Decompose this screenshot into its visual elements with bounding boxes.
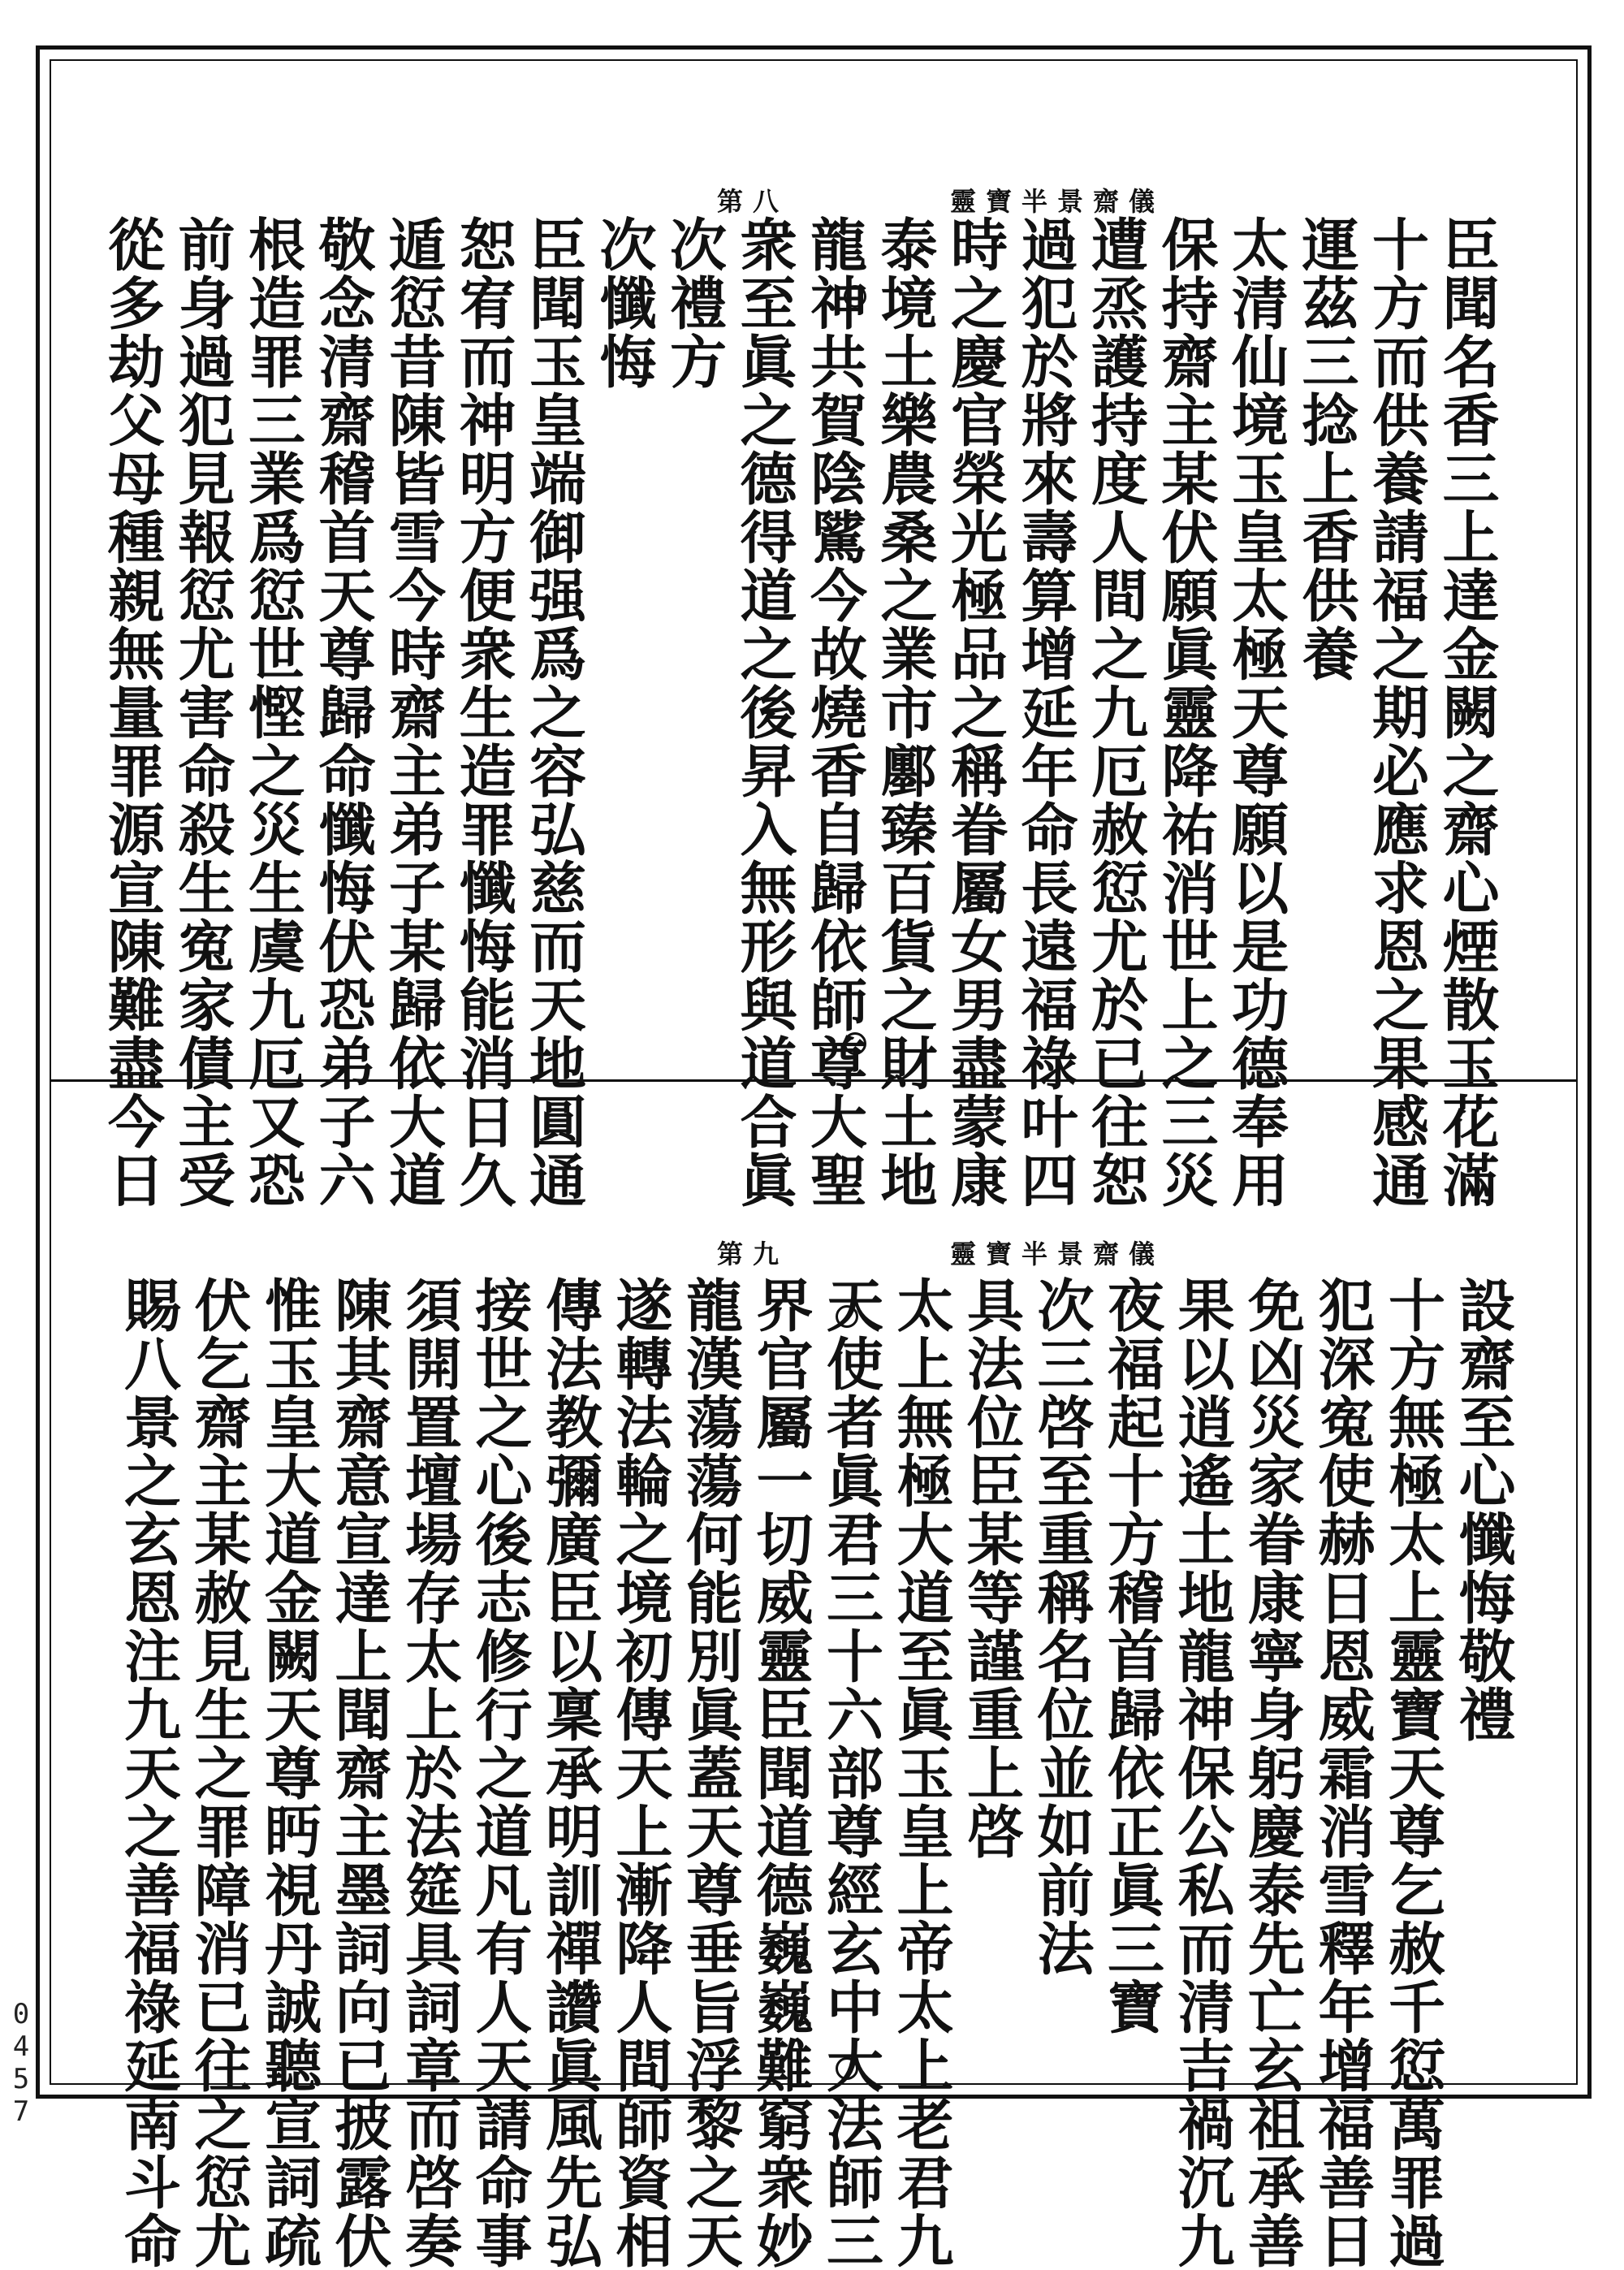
text-column: 遁愆昔陳皆雪今時齋主弟子某歸依大道 <box>379 215 447 1209</box>
text-column: 具法位臣某等謹重上啓 <box>957 1276 1026 1861</box>
circle-mark <box>844 285 866 308</box>
text-column: 須開置壇場存太上於法筵具詞章而啓奏 <box>395 1276 464 2270</box>
text-column: 臣聞玉皇端御强爲之容弘慈而天地圓通 <box>520 215 588 1209</box>
bottom-text-columns <box>51 1081 1576 2270</box>
text-column: 賜八景之玄恩注九天之善福祿延南斗命 <box>114 1276 183 2270</box>
page-number: 0457 <box>5 1998 37 2128</box>
text-column: 界官屬一切威靈臣聞道德巍巍難窮衆妙 <box>747 1276 814 2270</box>
text-column: 次懺悔 <box>590 215 658 391</box>
text-column: 恕宥而神明方便衆生造罪懺悔能消日久 <box>450 215 517 1209</box>
text-column: 夜福起十方稽首歸依正眞三寶 <box>1098 1276 1166 2036</box>
text-column: 遂轉法輪之境初傳天上漸降人間師資相 <box>607 1276 674 2270</box>
text-column: 接世之心後志修行之道凡有人天請命事 <box>466 1276 533 2270</box>
bottom-page <box>51 1081 1576 2270</box>
bottom-header-page-label: 第九 <box>717 1239 789 1269</box>
text-column: 免凶災家眷康寧身躬慶泰先亡玄祖承善 <box>1238 1276 1307 2270</box>
text-column: 前身過犯見報愆尤害命殺生寃家債主受 <box>169 215 236 1209</box>
text-column: 天使者眞君三十六部尊經玄中大法師三 <box>817 1276 885 2270</box>
text-column: 龍神共賀陰騭今故燒香自歸依師尊大聖 <box>801 215 869 1209</box>
circle-mark <box>844 1032 866 1055</box>
top-page <box>51 61 1576 1209</box>
text-column: 惟玉皇大道金闕天尊眄視丹誠聽宣詞疏 <box>255 1276 323 2270</box>
text-column: 設齋至心懺悔敬禮 <box>1449 1276 1517 1744</box>
text-column: 從多劫父母種親無量罪源宣陳難盡今日 <box>98 215 166 1209</box>
page-frame <box>36 45 1592 2270</box>
text-column: 敬念清齋稽首天尊歸命懺悔伏恐弟子六 <box>309 215 377 1209</box>
top-header-title: 靈寶半景齋儀 <box>949 186 1164 217</box>
text-column: 根造罪三業爲愆世慳之災生虞九厄又恐 <box>239 215 307 1209</box>
text-column: 次禮方 <box>660 215 728 391</box>
top-text-columns <box>51 61 1576 1209</box>
text-column: 傳法教彌廣臣以稟承明訓禪讚眞風先弘 <box>536 1276 604 2270</box>
top-header-page-label: 第八 <box>717 186 789 217</box>
circle-mark <box>836 2057 858 2080</box>
circle-mark <box>836 1305 858 1328</box>
text-column: 果以逍遙土地龍神保公私而清吉禍沉九 <box>1168 1276 1236 2270</box>
text-column: 衆至眞之德得道之後昇入無形與道合眞 <box>731 215 798 1209</box>
text-column: 過犯於將來壽算增延年命長遠福祿叶四 <box>1012 215 1079 1209</box>
text-column: 時之慶官榮光極品之稱眷屬女男盡蒙康 <box>941 215 1009 1209</box>
text-column: 保持齋主某伏願眞靈降祐消世上之三災 <box>1152 215 1220 1209</box>
text-column: 臣聞名香三上達金闕之齋心煙散玉花滿 <box>1433 215 1501 1209</box>
text-column: 十方無極太上靈寶天尊乞赦千愆萬罪過 <box>1379 1276 1447 2270</box>
text-column: 泰境土樂農桑之業市鄽臻百貨之財土地 <box>871 215 939 1209</box>
text-column: 運茲三捻上香供養 <box>1293 215 1360 683</box>
text-column: 次三啓至重稱名位並如前法 <box>1028 1276 1095 1978</box>
text-column: 十方而供養請福之期必應求恩之果感通 <box>1363 215 1431 1209</box>
text-column: 伏乞齋主某赦見生之罪障消已往之愆尤 <box>185 1276 253 2270</box>
text-column: 太清仙境玉皇太極天尊願以是功德奉用 <box>1222 215 1290 1209</box>
text-column: 犯深寃使赫日恩威霜消雪釋年增福善日 <box>1309 1276 1376 2270</box>
text-column: 太上無極大道至眞玉皇上帝太上老君九 <box>888 1276 955 2270</box>
bottom-header-title: 靈寶半景齋儀 <box>949 1239 1164 1269</box>
text-column: 遭烝護持度人間之九厄赦愆尤於已往恕 <box>1082 215 1150 1209</box>
inner-frame <box>50 59 1578 2270</box>
text-column: 龍漢蕩蕩何能別眞蓋天尊垂旨浮黎之天 <box>676 1276 745 2270</box>
text-column: 陳其齋意宣達上聞齋主墨詞向已披露伏 <box>326 1276 393 2270</box>
